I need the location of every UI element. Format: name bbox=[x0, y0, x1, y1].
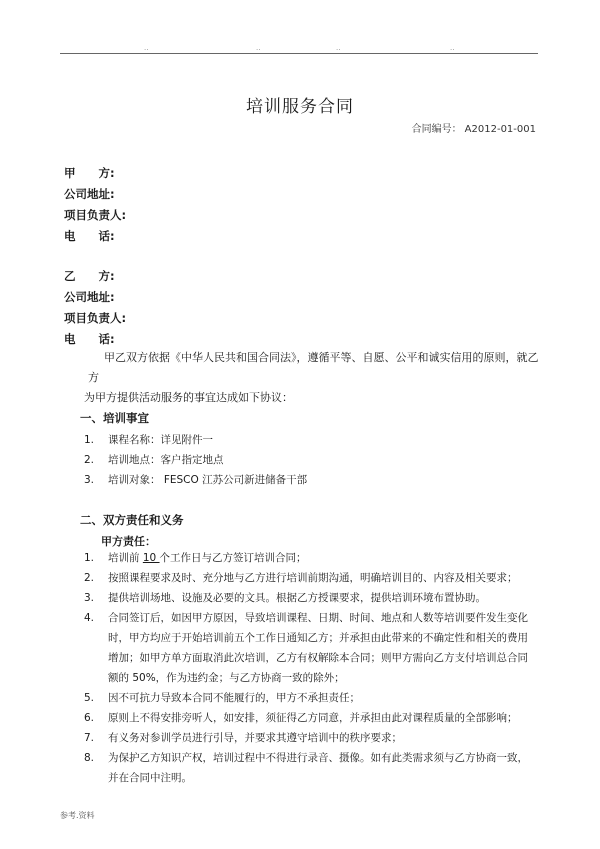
list-text-line: 并在合同中注明。 bbox=[108, 772, 192, 784]
list-text: 有义务对参训学员进行引导，并要求其遵守培训中的秩序要求； bbox=[108, 732, 402, 744]
list-text-line: 为保护乙方知识产权，培训过程中不得进行录音、摄像。如有此类需求须与乙方协商一致， bbox=[108, 752, 528, 764]
party-a-duties-title: 甲方责任： bbox=[101, 535, 156, 548]
list-number: 7. bbox=[84, 732, 95, 744]
party-a-manager-label: 项目负责人: bbox=[64, 208, 127, 222]
contract-number-label: 合同编号： bbox=[411, 124, 462, 135]
list-item bbox=[84, 588, 554, 608]
party-a-address-label: 公司地址: bbox=[64, 187, 115, 201]
header-dot: .. bbox=[450, 44, 455, 52]
list-text bbox=[108, 608, 544, 688]
list-number: 5. bbox=[84, 692, 95, 704]
list-item bbox=[84, 548, 554, 568]
list-number: 1. bbox=[84, 552, 95, 564]
list-text-line: 额的 50%，作为违约金；与乙方协商一致的除外； bbox=[108, 672, 345, 684]
list-number: 3. bbox=[84, 592, 95, 604]
party-b-block bbox=[64, 266, 126, 350]
list-number: 2. bbox=[84, 454, 95, 466]
list-item bbox=[84, 728, 554, 748]
header-dot: .. bbox=[336, 44, 341, 52]
section-2-title: 二、双方责任和义务 bbox=[80, 513, 184, 527]
party-a-phone-label: 电 话: bbox=[64, 229, 115, 243]
intro-line: 为甲方提供活动服务的事宜达成如下协议： bbox=[84, 391, 293, 404]
contract-number-value: A2012-01-001 bbox=[464, 124, 536, 135]
list-text: 原则上不得安排旁听人，如安排，须征得乙方同意，并承担由此对课程质量的全部影响； bbox=[108, 712, 518, 724]
document-title: 培训服务合同 bbox=[246, 97, 354, 117]
list-text-line: 时，甲方均应于开始培训前五个工作日通知乙方；并承担由此带来的不确定性和相关的费用 bbox=[108, 632, 528, 644]
list-number: 8. bbox=[84, 752, 95, 764]
list-text: 按照课程要求及时、充分地与乙方进行培训前期沟通，明确培训目的、内容及相关要求； bbox=[108, 572, 518, 584]
list-number: 3. bbox=[84, 474, 95, 486]
list-text bbox=[108, 548, 544, 568]
contract-number bbox=[412, 120, 536, 135]
list-item bbox=[84, 708, 554, 728]
party-b-name-label: 乙 方: bbox=[64, 269, 115, 283]
list-text bbox=[108, 748, 544, 788]
list-text: 提供培训场地、设施及必要的文具。根据乙方授课要求，提供培训环境布置协助。 bbox=[108, 592, 486, 604]
list-text: 课程名称：详见附件一 bbox=[108, 434, 213, 446]
header-rule bbox=[60, 53, 538, 54]
list-text: 因不可抗力导致本合同不能履行的，甲方不承担责任； bbox=[108, 692, 360, 704]
list-item bbox=[84, 688, 554, 708]
party-b-phone-label: 电 话: bbox=[64, 332, 115, 346]
list-text-line: 合同签订后，如因甲方原因，导致培训课程、日期、时间、地点和人数等培训要件发生变化 bbox=[108, 612, 528, 624]
list-text-part: 培训前 bbox=[108, 552, 143, 564]
page-footer: 参考.资料 bbox=[60, 811, 95, 820]
list-item bbox=[84, 568, 554, 588]
list-item bbox=[84, 748, 554, 788]
party-a-block bbox=[64, 163, 126, 247]
list-text: 培训地点：客户指定地点 bbox=[108, 454, 224, 466]
party-a-name-label: 甲 方: bbox=[64, 166, 115, 180]
party-b-address-label: 公司地址: bbox=[64, 290, 115, 304]
list-number: 1. bbox=[84, 434, 95, 446]
underlined-days: 10 bbox=[142, 552, 160, 564]
list-number: 6. bbox=[84, 712, 95, 724]
header-dots bbox=[60, 44, 538, 52]
list-text: 培训对象： FESCO 江苏公司新进储备干部 bbox=[108, 474, 308, 486]
list-number: 4. bbox=[84, 612, 95, 624]
header-dot: .. bbox=[256, 44, 261, 52]
list-text-part: 个工作日与乙方签订培训合同； bbox=[159, 552, 307, 564]
party-b-manager-label: 项目负责人: bbox=[64, 311, 127, 325]
list-item bbox=[84, 608, 554, 688]
list-number: 2. bbox=[84, 572, 95, 584]
party-a-duties-list bbox=[84, 548, 554, 788]
intro-paragraph bbox=[84, 348, 548, 408]
list-text-line: 增加；如甲方单方面取消此次培训，乙方有权解除本合同；则甲方需向乙方支付培训总合同 bbox=[108, 652, 528, 664]
section-1-title: 一、培训事宜 bbox=[80, 411, 149, 425]
header-dot: .. bbox=[144, 44, 149, 52]
intro-line: 甲乙双方依据《中华人民共和国合同法》，遵循平等、自愿、公平和诚实信用的原则，就乙方 bbox=[88, 351, 539, 384]
